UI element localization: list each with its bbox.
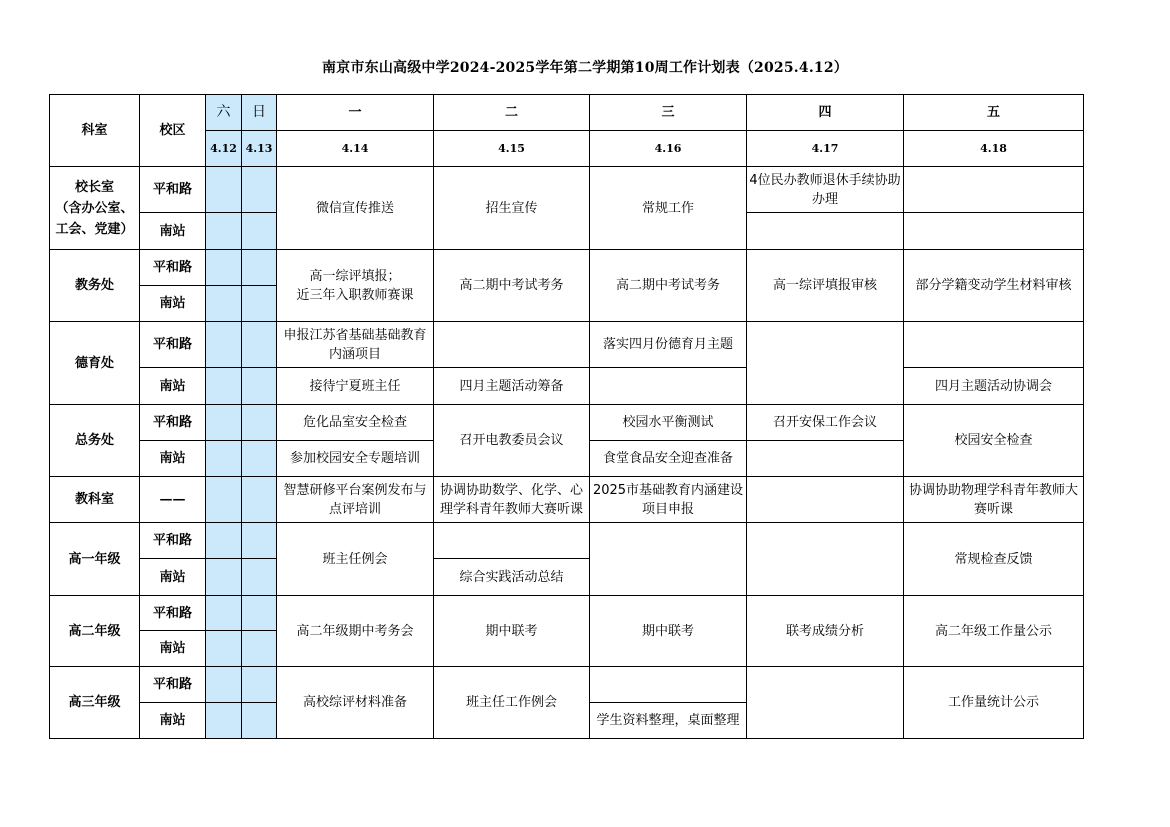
- cell-moral-thu: [747, 322, 904, 405]
- date-tue: 4.15: [434, 131, 590, 167]
- table-row: [50, 368, 1084, 405]
- cell-academic-mon: 高一综评填报； 近三年入职教师赛课: [277, 250, 434, 322]
- cell-principal-thu-a: 4位民办教师退休手续协助办理: [747, 167, 904, 213]
- cell-grade1-wed: [590, 523, 747, 596]
- cell-general-thu-b: [747, 441, 904, 477]
- table-row: [50, 596, 1084, 631]
- day-thu: 四: [747, 95, 904, 131]
- table-row: [50, 477, 1084, 523]
- table-row: [50, 405, 1084, 441]
- day-fri: 五: [904, 95, 1084, 131]
- weekend-cell: [242, 559, 277, 596]
- cell-grade3-tue: 班主任工作例会: [434, 667, 590, 739]
- dept-grade2: 高二年级: [50, 596, 140, 667]
- cell-principal-fri-b: [904, 213, 1084, 250]
- cell-general-mon-b: 参加校园安全专题培训: [277, 441, 434, 477]
- cell-moral-fri-b: 四月主题活动协调会: [904, 368, 1084, 405]
- cell-general-fri: 校园安全检查: [904, 405, 1084, 477]
- dept-principal: 校长室 （含办公室、 工会、党建）: [50, 167, 140, 250]
- cell-principal-tue: 招生宣传: [434, 167, 590, 250]
- cell-academic-tue: 高二期中考试考务: [434, 250, 590, 322]
- dept-general: 总务处: [50, 405, 140, 477]
- weekend-cell: [206, 167, 242, 213]
- campus-label: 平和路: [140, 523, 206, 559]
- day-mon: 一: [277, 95, 434, 131]
- campus-label: 平和路: [140, 322, 206, 368]
- dept-academic: 教务处: [50, 250, 140, 322]
- cell-moral-tue-a: [434, 322, 590, 368]
- weekend-cell: [206, 559, 242, 596]
- cell-research-wed: 2025市基础教育内涵建设项目申报: [590, 477, 747, 523]
- table-row: [50, 667, 1084, 703]
- date-sun: 4.13: [242, 131, 277, 167]
- day-sat: 六: [206, 95, 242, 131]
- weekend-cell: [242, 286, 277, 322]
- date-mon: 4.14: [277, 131, 434, 167]
- cell-research-mon: 智慧研修平台案例发布与点评培训: [277, 477, 434, 523]
- cell-moral-tue-b: 四月主题活动筹备: [434, 368, 590, 405]
- weekend-cell: [242, 322, 277, 368]
- date-thu: 4.17: [747, 131, 904, 167]
- cell-moral-fri-a: [904, 322, 1084, 368]
- cell-general-wed-a: 校园水平衡测试: [590, 405, 747, 441]
- weekend-cell: [206, 477, 242, 523]
- weekend-cell: [206, 213, 242, 250]
- weekend-cell: [206, 286, 242, 322]
- cell-grade3-wed-a: [590, 667, 747, 703]
- weekend-cell: [242, 596, 277, 631]
- weekend-cell: [206, 322, 242, 368]
- cell-grade3-wed-b: 学生资料整理，桌面整理: [590, 703, 747, 739]
- day-sun: 日: [242, 95, 277, 131]
- weekend-cell: [242, 523, 277, 559]
- date-fri: 4.18: [904, 131, 1084, 167]
- cell-grade3-thu: [747, 667, 904, 739]
- cell-academic-wed: 高二期中考试考务: [590, 250, 747, 322]
- cell-grade1-tue-a: [434, 523, 590, 559]
- cell-principal-mon: 微信宣传推送: [277, 167, 434, 250]
- campus-label: 南站: [140, 631, 206, 667]
- date-sat: 4.12: [206, 131, 242, 167]
- campus-label: 平和路: [140, 250, 206, 286]
- weekend-cell: [242, 167, 277, 213]
- cell-grade1-tue-b: 综合实践活动总结: [434, 559, 590, 596]
- table-row: [50, 322, 1084, 368]
- day-wed: 三: [590, 95, 747, 131]
- table-row: [50, 250, 1084, 286]
- cell-grade2-tue: 期中联考: [434, 596, 590, 667]
- cell-academic-fri: 部分学籍变动学生材料审核: [904, 250, 1084, 322]
- cell-general-wed-b: 食堂食品安全迎查准备: [590, 441, 747, 477]
- weekend-cell: [206, 405, 242, 441]
- campus-label: 南站: [140, 213, 206, 250]
- weekend-cell: [206, 523, 242, 559]
- campus-label: 南站: [140, 286, 206, 322]
- weekend-cell: [242, 667, 277, 703]
- cell-grade3-fri: 工作量统计公示: [904, 667, 1084, 739]
- cell-general-mon-a: 危化品室安全检查: [277, 405, 434, 441]
- weekend-cell: [206, 631, 242, 667]
- page-title: 南京市东山高级中学2024-2025学年第二学期第10周工作计划表（2025.4.12）: [322, 60, 848, 76]
- cell-grade2-thu: 联考成绩分析: [747, 596, 904, 667]
- campus-label: 南站: [140, 703, 206, 739]
- weekend-cell: [242, 405, 277, 441]
- cell-general-thu-a: 召开安保工作会议: [747, 405, 904, 441]
- cell-principal-thu-b: [747, 213, 904, 250]
- weekend-cell: [242, 368, 277, 405]
- cell-grade2-fri: 高二年级工作量公示: [904, 596, 1084, 667]
- dept-moral: 德育处: [50, 322, 140, 405]
- campus-label: 平和路: [140, 405, 206, 441]
- campus-label: ——: [140, 477, 206, 523]
- header-campus: 校区: [140, 95, 206, 167]
- cell-grade2-mon: 高二年级期中考务会: [277, 596, 434, 667]
- weekend-cell: [206, 703, 242, 739]
- campus-label: 平和路: [140, 596, 206, 631]
- header-row-dates: [50, 131, 1084, 167]
- cell-principal-fri-a: [904, 167, 1084, 213]
- cell-grade1-mon: 班主任例会: [277, 523, 434, 596]
- dept-grade1: 高一年级: [50, 523, 140, 596]
- cell-principal-wed: 常规工作: [590, 167, 747, 250]
- cell-research-fri: 协调协助物理学科青年教师大赛听课: [904, 477, 1084, 523]
- cell-general-tue: 召开电教委员会议: [434, 405, 590, 477]
- campus-label: 南站: [140, 368, 206, 405]
- campus-label: 平和路: [140, 667, 206, 703]
- weekend-cell: [242, 441, 277, 477]
- cell-grade1-thu: [747, 523, 904, 596]
- cell-moral-wed-b: [590, 368, 747, 405]
- weekend-cell: [206, 441, 242, 477]
- header-department: 科室: [50, 95, 140, 167]
- campus-label: 南站: [140, 559, 206, 596]
- cell-grade1-fri: 常规检查反馈: [904, 523, 1084, 596]
- cell-research-thu: [747, 477, 904, 523]
- work-plan-table: [49, 94, 1084, 739]
- weekend-cell: [206, 596, 242, 631]
- dept-research: 教科室: [50, 477, 140, 523]
- cell-research-tue: 协调协助数学、化学、心理学科青年教师大赛听课: [434, 477, 590, 523]
- table-row: [50, 523, 1084, 559]
- table-row: [50, 167, 1084, 213]
- dept-grade3: 高三年级: [50, 667, 140, 739]
- cell-academic-thu: 高一综评填报审核: [747, 250, 904, 322]
- campus-label: 南站: [140, 441, 206, 477]
- weekend-cell: [242, 250, 277, 286]
- weekend-cell: [206, 368, 242, 405]
- weekend-cell: [206, 667, 242, 703]
- cell-moral-mon-b: 接待宁夏班主任: [277, 368, 434, 405]
- cell-moral-mon-a: 申报江苏省基础基础教育内涵项目: [277, 322, 434, 368]
- cell-grade3-mon: 高校综评材料准备: [277, 667, 434, 739]
- header-row-days: [50, 95, 1084, 131]
- weekend-cell: [206, 250, 242, 286]
- weekend-cell: [242, 631, 277, 667]
- cell-grade2-wed: 期中联考: [590, 596, 747, 667]
- day-tue: 二: [434, 95, 590, 131]
- date-wed: 4.16: [590, 131, 747, 167]
- campus-label: 平和路: [140, 167, 206, 213]
- weekend-cell: [242, 477, 277, 523]
- weekend-cell: [242, 213, 277, 250]
- weekend-cell: [242, 703, 277, 739]
- cell-moral-wed-a: 落实四月份德育月主题: [590, 322, 747, 368]
